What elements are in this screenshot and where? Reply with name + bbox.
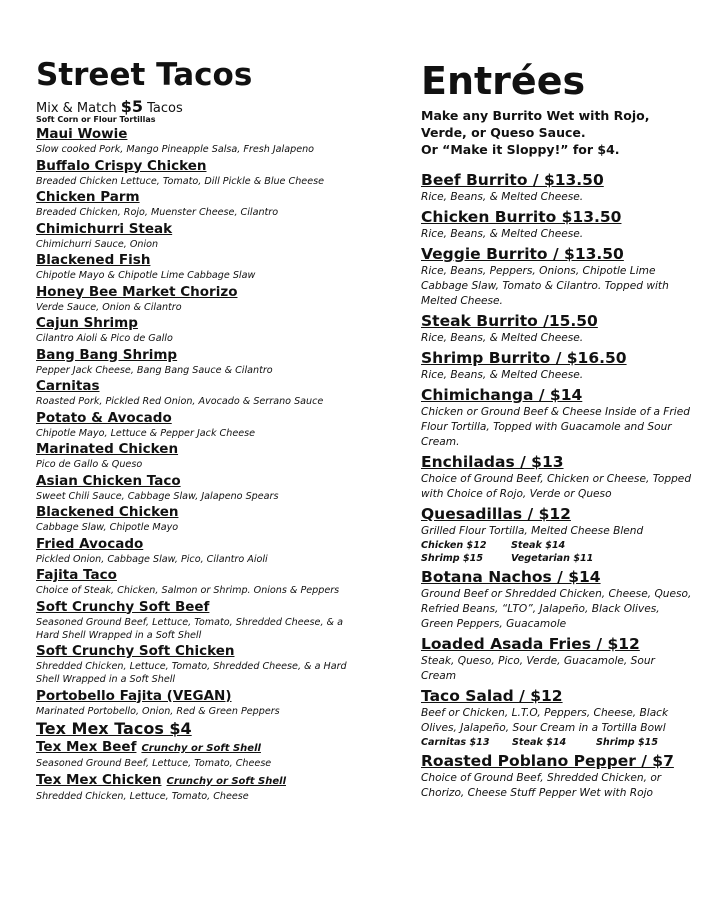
taco-item xyxy=(36,252,356,282)
taco-desc: Choice of Steak, Chicken, Salmon or Shrimp. Onions & Peppers xyxy=(36,585,340,596)
taco-name: Soft Crunchy Soft Beef xyxy=(36,598,210,615)
intro-line-2: Or “Make it Sloppy!” for $4. xyxy=(421,142,620,157)
tex-mex-name-line xyxy=(36,739,356,757)
taco-name: Potato & Avocado xyxy=(36,409,172,426)
taco-name: Chicken Parm xyxy=(36,189,140,205)
taco-desc: Cabbage Slaw, Chipotle Mayo xyxy=(36,522,179,533)
quesadilla-prices-row-1 xyxy=(421,539,693,552)
taco-name: Asian Chicken Taco xyxy=(36,472,181,489)
entree-desc: Grilled Flour Tortilla, Melted Cheese Blend xyxy=(421,525,644,537)
entree-item xyxy=(421,311,693,346)
taco-name: Blackened Chicken xyxy=(36,504,179,520)
entree-item xyxy=(421,567,693,632)
entree-item xyxy=(421,207,693,242)
entree-item xyxy=(421,385,693,450)
tex-mex-item xyxy=(36,772,356,803)
entree-name: Chicken Burrito $13.50 xyxy=(421,208,622,226)
taco-name: Maui Wowie xyxy=(36,126,128,142)
entree-desc: Choice of Ground Beef, Shredded Chicken, or Chorizo, Cheese Stuff Pepper Wet with Rojo xyxy=(421,772,662,799)
entree-desc: Rice, Beans, & Melted Cheese. xyxy=(421,228,584,240)
taco-name: Honey Bee Market Chorizo xyxy=(36,283,238,300)
taco-item xyxy=(36,441,356,471)
price-option: Chicken $12 xyxy=(421,540,487,551)
entree-name: Botana Nachos / $14 xyxy=(421,568,601,586)
tex-mex-name: Tex Mex Beef xyxy=(36,739,137,755)
price-option: Carnitas $13 xyxy=(421,737,490,748)
entree-item xyxy=(421,170,693,205)
entree-desc: Beef or Chicken, L.T.O, Peppers, Cheese, Black Olives, Jalapeño, Sour Cream in a Tortilla Bowl xyxy=(421,707,669,734)
taco-name: Fajita Taco xyxy=(36,567,117,583)
taco-item xyxy=(36,643,356,686)
mix-suffix: Tacos xyxy=(147,101,183,116)
taco-item xyxy=(36,410,356,440)
taco-item xyxy=(36,158,356,188)
entree-item xyxy=(421,244,693,309)
intro-line-1: Make any Burrito Wet with Rojo, Verde, or Queso Sauce. xyxy=(421,108,650,140)
taco-name: Cajun Shrimp xyxy=(36,315,138,331)
taco-desc: Chipotle Mayo, Lettuce & Pepper Jack Cheese xyxy=(36,427,256,439)
taco-salad-prices xyxy=(421,736,693,749)
tex-mex-name: Tex Mex Chicken xyxy=(36,771,162,788)
entree-name: Chimichanga / $14 xyxy=(421,386,583,404)
tex-mex-title: Tex Mex Tacos $4 xyxy=(36,719,192,738)
taco-name: Soft Crunchy Soft Chicken xyxy=(36,643,235,659)
entree-item xyxy=(421,504,693,565)
taco-item xyxy=(36,189,356,219)
entree-item xyxy=(421,686,693,749)
taco-item xyxy=(36,504,356,534)
tex-mex-desc: Seasoned Ground Beef, Lettuce, Tomato, Cheese xyxy=(36,758,272,769)
taco-item xyxy=(36,536,356,566)
entree-desc: Rice, Beans, Peppers, Onions, Chipotle Lime Cabbage Slaw, Tomato & Cilantro. Topped with Melted Cheese. xyxy=(421,265,669,307)
entree-name: Taco Salad / $12 xyxy=(421,687,563,705)
taco-item xyxy=(36,688,356,718)
entrees-title: Entrées xyxy=(421,59,586,103)
taco-name: Chimichurri Steak xyxy=(36,220,173,237)
taco-name: Blackened Fish xyxy=(36,252,151,268)
taco-desc: Slow cooked Pork, Mango Pineapple Salsa, Fresh Jalapeno xyxy=(36,144,315,155)
taco-desc: Verde Sauce, Onion & Cilantro xyxy=(36,301,182,313)
taco-name: Portobello Fajita (VEGAN) xyxy=(36,687,232,704)
price-option: Steak $14 xyxy=(511,540,566,551)
taco-desc: Pico de Gallo & Queso xyxy=(36,459,143,470)
entree-name: Steak Burrito /15.50 xyxy=(421,312,598,330)
entree-name: Quesadillas / $12 xyxy=(421,505,571,523)
taco-desc: Breaded Chicken, Rojo, Muenster Cheese, Cilantro xyxy=(36,207,279,218)
entree-item xyxy=(421,452,693,502)
entree-desc: Steak, Queso, Pico, Verde, Guacamole, Sour Cream xyxy=(421,655,655,682)
taco-item xyxy=(36,378,356,408)
entree-name: Loaded Asada Fries / $12 xyxy=(421,635,640,653)
price-option: Steak $14 xyxy=(512,737,567,748)
taco-name: Buffalo Crispy Chicken xyxy=(36,157,207,174)
taco-item xyxy=(36,126,356,156)
tortilla-note: Soft Corn or Flour Tortillas xyxy=(36,115,156,124)
burrito-intro xyxy=(421,107,691,158)
entree-desc: Rice, Beans, & Melted Cheese. xyxy=(421,191,584,203)
shell-note: Crunchy or Soft Shell xyxy=(166,775,286,787)
entree-desc: Ground Beef or Shredded Chicken, Cheese, Queso, Refried Beans, “LTO”, Jalapeño, Black Olives, Green Peppers, Guacamole xyxy=(421,588,692,630)
shell-note: Crunchy or Soft Shell xyxy=(141,743,261,754)
price-option: Shrimp $15 xyxy=(596,737,658,748)
entree-desc: Chicken or Ground Beef & Cheese Inside of a Fried Flour Tortilla, Topped with Guacamole and Sour Cream. xyxy=(421,406,690,448)
taco-desc: Marinated Portobello, Onion, Red & Green Peppers xyxy=(36,705,280,717)
taco-desc: Chimichurri Sauce, Onion xyxy=(36,238,159,250)
taco-desc: Pepper Jack Cheese, Bang Bang Sauce & Cilantro xyxy=(36,364,273,376)
street-tacos-title: Street Tacos xyxy=(36,57,253,93)
entree-name: Beef Burrito / $13.50 xyxy=(421,171,604,189)
taco-desc: Chipotle Mayo & Chipotle Lime Cabbage Slaw xyxy=(36,270,256,281)
entree-name: Veggie Burrito / $13.50 xyxy=(421,245,624,263)
price-option: Shrimp $15 xyxy=(421,553,483,564)
taco-item xyxy=(36,347,356,377)
tex-mex-name-line xyxy=(36,772,356,790)
mix-price: $5 xyxy=(120,97,143,116)
entree-item xyxy=(421,634,693,684)
price-option: Vegetarian $11 xyxy=(511,553,594,564)
entree-desc: Rice, Beans, & Melted Cheese. xyxy=(421,332,584,344)
taco-desc: Roasted Pork, Pickled Red Onion, Avocado & Serrano Sauce xyxy=(36,396,324,407)
taco-item xyxy=(36,567,356,597)
entree-name: Shrimp Burrito / $16.50 xyxy=(421,349,627,367)
entree-item xyxy=(421,751,693,801)
mix-prefix: Mix & Match xyxy=(36,101,117,116)
taco-desc: Seasoned Ground Beef, Lettuce, Tomato, Shredded Cheese, & a Hard Shell Wrapped in a Soft Shell xyxy=(36,616,343,641)
taco-name: Carnitas xyxy=(36,378,100,394)
taco-desc: Shredded Chicken, Lettuce, Tomato, Shredded Cheese, & a Hard Shell Wrapped in a Soft Shell xyxy=(36,661,347,685)
entree-name: Roasted Poblano Pepper / $7 xyxy=(421,752,674,770)
taco-name: Bang Bang Shrimp xyxy=(36,346,178,363)
tex-mex-item xyxy=(36,739,356,770)
entree-desc: Choice of Ground Beef, Chicken or Cheese, Topped with Choice of Rojo, Verde or Queso xyxy=(421,473,692,500)
taco-desc: Pickled Onion, Cabbage Slaw, Pico, Cilantro Aioli xyxy=(36,553,268,565)
taco-name: Marinated Chicken xyxy=(36,441,179,457)
taco-desc: Sweet Chili Sauce, Cabbage Slaw, Jalapeno Spears xyxy=(36,490,279,502)
entree-desc: Rice, Beans, & Melted Cheese. xyxy=(421,369,584,381)
entree-list xyxy=(421,170,693,803)
taco-item xyxy=(36,599,356,642)
taco-name: Fried Avocado xyxy=(36,535,144,552)
tex-mex-desc: Shredded Chicken, Lettuce, Tomato, Cheese xyxy=(36,790,249,802)
quesadilla-prices-row-2 xyxy=(421,552,693,565)
entree-item xyxy=(421,348,693,383)
taco-list xyxy=(36,126,356,804)
taco-item xyxy=(36,221,356,251)
mix-and-match-line xyxy=(36,97,183,116)
taco-desc: Breaded Chicken Lettuce, Tomato, Dill Pickle & Blue Cheese xyxy=(36,175,324,187)
taco-item xyxy=(36,315,356,345)
taco-item xyxy=(36,473,356,503)
entree-name: Enchiladas / $13 xyxy=(421,453,564,471)
taco-desc: Cilantro Aioli & Pico de Gallo xyxy=(36,333,173,344)
taco-item xyxy=(36,284,356,314)
